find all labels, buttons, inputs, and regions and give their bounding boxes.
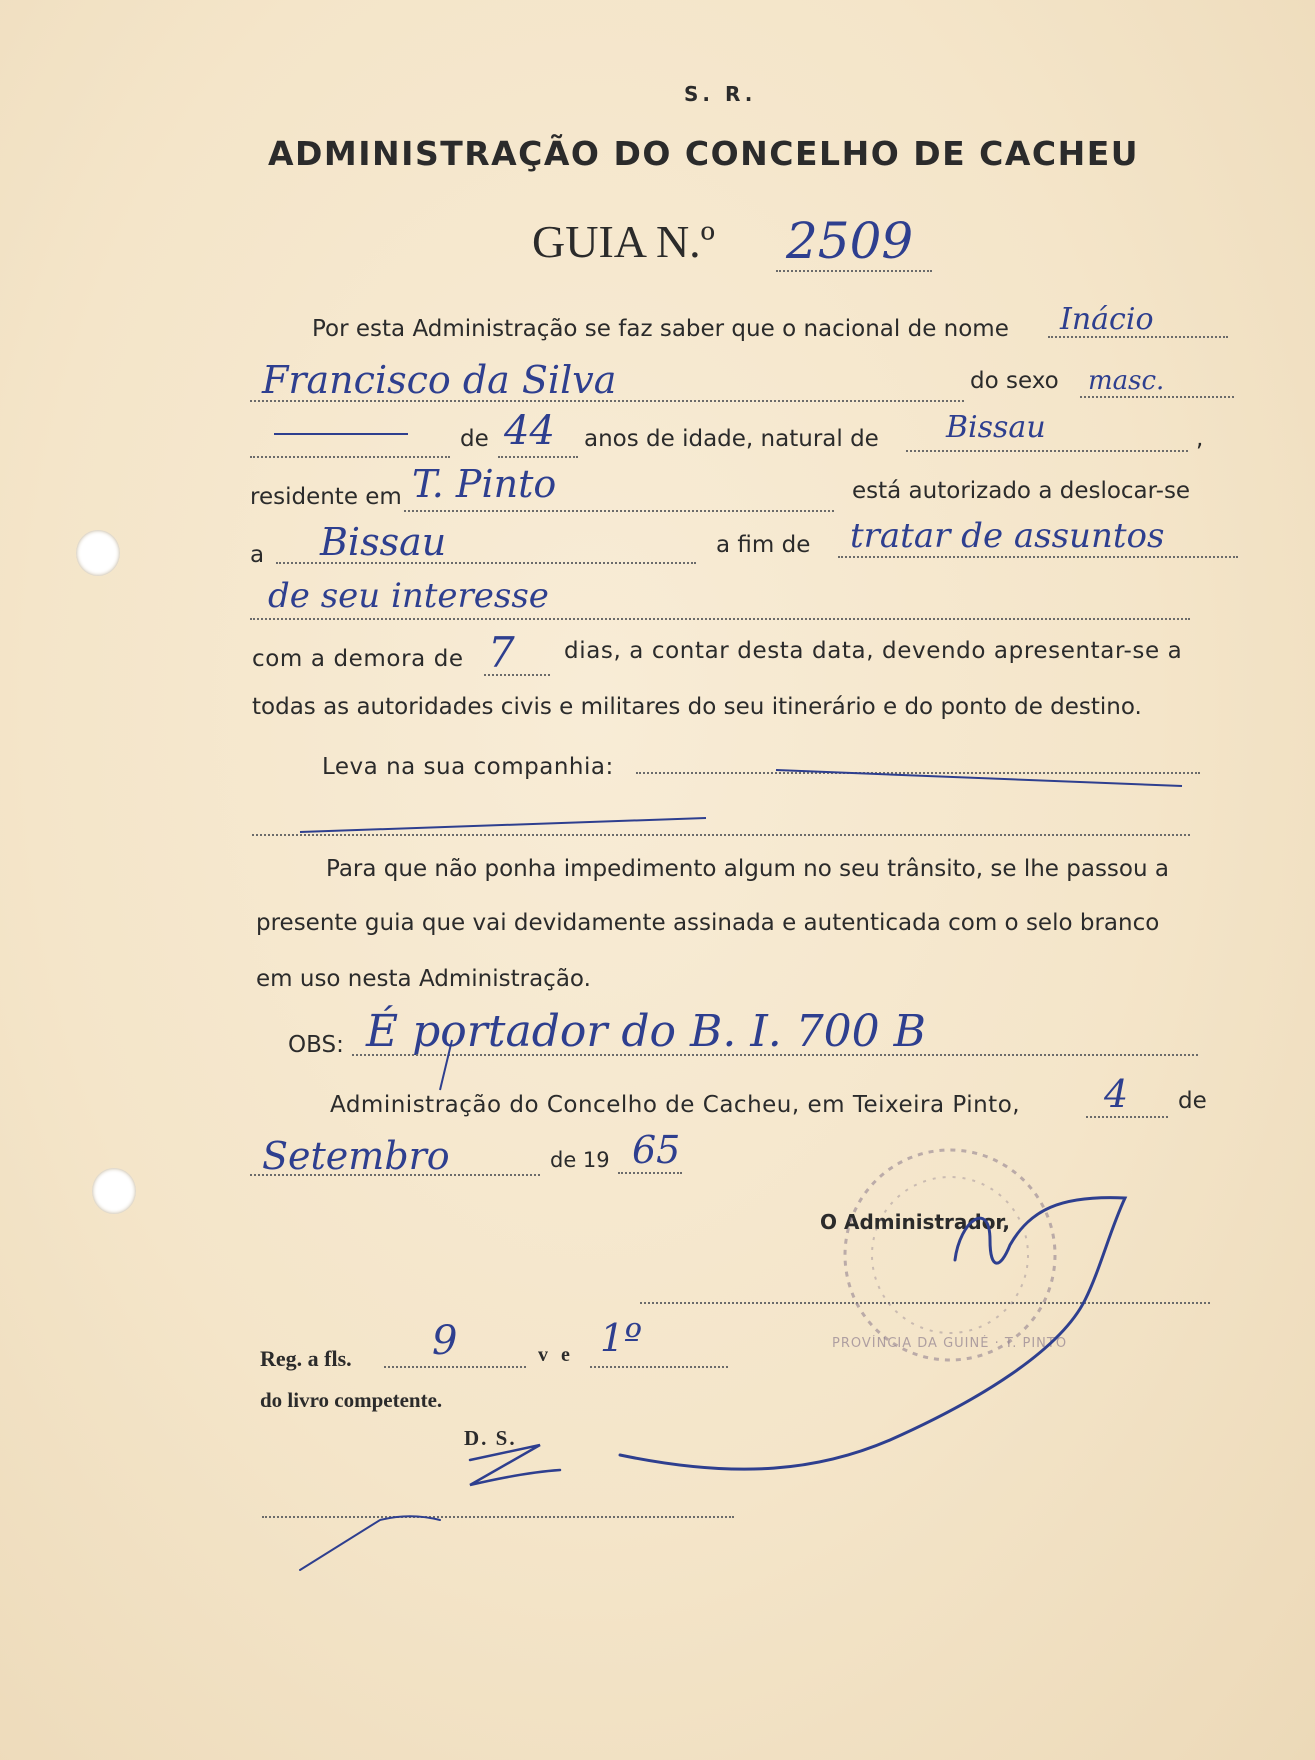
year-prefix: de 19 (550, 1148, 610, 1172)
closing-line-3: em uso nesta Administração. (256, 966, 591, 992)
stay-prefix: com a demora de (252, 646, 464, 672)
seal-stamp (845, 1150, 1055, 1360)
year-value: 65 (632, 1128, 681, 1172)
month-value: Setembro (262, 1134, 450, 1178)
birthplace-comma: , (1196, 426, 1204, 452)
book-label: do livro competente. (260, 1388, 443, 1412)
authorities-line: todas as autoridades civis e militares do seu itinerário e do ponto de destino. (252, 694, 1142, 720)
day-de: de (1178, 1088, 1207, 1114)
administrator-signature (620, 1198, 1125, 1470)
place-text: Administração do Concelho de Cacheu, em Teixeira Pinto, (330, 1092, 1021, 1118)
sex-value: masc. (1088, 366, 1165, 396)
header-sr: S. R. (684, 82, 757, 106)
closing-line-2: presente guia que vai devidamente assinada e autenticada com o selo branco (256, 910, 1160, 936)
registry-v-label: v e (538, 1344, 574, 1366)
registry-folio: 9 (432, 1318, 458, 1364)
destination-prefix: a (250, 542, 265, 568)
authorized-text: está autorizado a deslocar-se (852, 478, 1191, 504)
name-rest: Francisco da Silva (262, 358, 617, 402)
purpose-label: a fim de (716, 532, 811, 558)
residence-label: residente em (250, 484, 402, 510)
destination: Bissau (320, 520, 447, 564)
stay-suffix: dias, a contar desta data, devendo apresentar-se a (564, 638, 1183, 664)
institution-title: ADMINISTRAÇÃO DO CONCELHO DE CACHEU (268, 134, 1140, 173)
registry-number: 1º (600, 1316, 643, 1360)
guia-number: 2509 (786, 212, 914, 270)
age-suffix: anos de idade, natural de (584, 426, 879, 452)
guia-label: GUIA N.º (532, 216, 715, 267)
ds-signature (470, 1445, 560, 1485)
sex-label: do sexo (970, 368, 1059, 394)
ds-label: D. S. (464, 1426, 517, 1450)
purpose-line-1: tratar de assuntos (850, 516, 1165, 556)
ds-signature-tail (300, 1516, 440, 1570)
birthplace: Bissau (946, 410, 1046, 445)
companion-strike-1 (776, 770, 1182, 786)
obs-underline (440, 1040, 452, 1090)
obs-label: OBS: (288, 1032, 344, 1058)
name-first: Inácio (1060, 302, 1154, 337)
residence-value: T. Pinto (412, 462, 557, 506)
companion-strike-2 (300, 818, 706, 832)
obs-value: É portador do B. I. 700 B (366, 1006, 926, 1057)
closing-line-1: Para que não ponha impedimento algum no seu trânsito, se lhe passou a (326, 856, 1169, 882)
age-value: 44 (504, 408, 555, 454)
signature-title: O Administrador, (820, 1210, 1010, 1234)
companion-label: Leva na sua companhia: (322, 754, 614, 780)
day-value: 4 (1104, 1072, 1129, 1116)
registry-label: Reg. a fls. (260, 1346, 352, 1371)
stay-days: 7 (488, 628, 515, 677)
stamp-text: PROVÍNCIA DA GUINÉ · T. PINTO (832, 1336, 1068, 1351)
intro-text: Por esta Administração se faz saber que o nacional de nome (312, 316, 1009, 342)
purpose-line-2: de seu interesse (268, 576, 549, 616)
age-prefix: de (460, 426, 489, 452)
